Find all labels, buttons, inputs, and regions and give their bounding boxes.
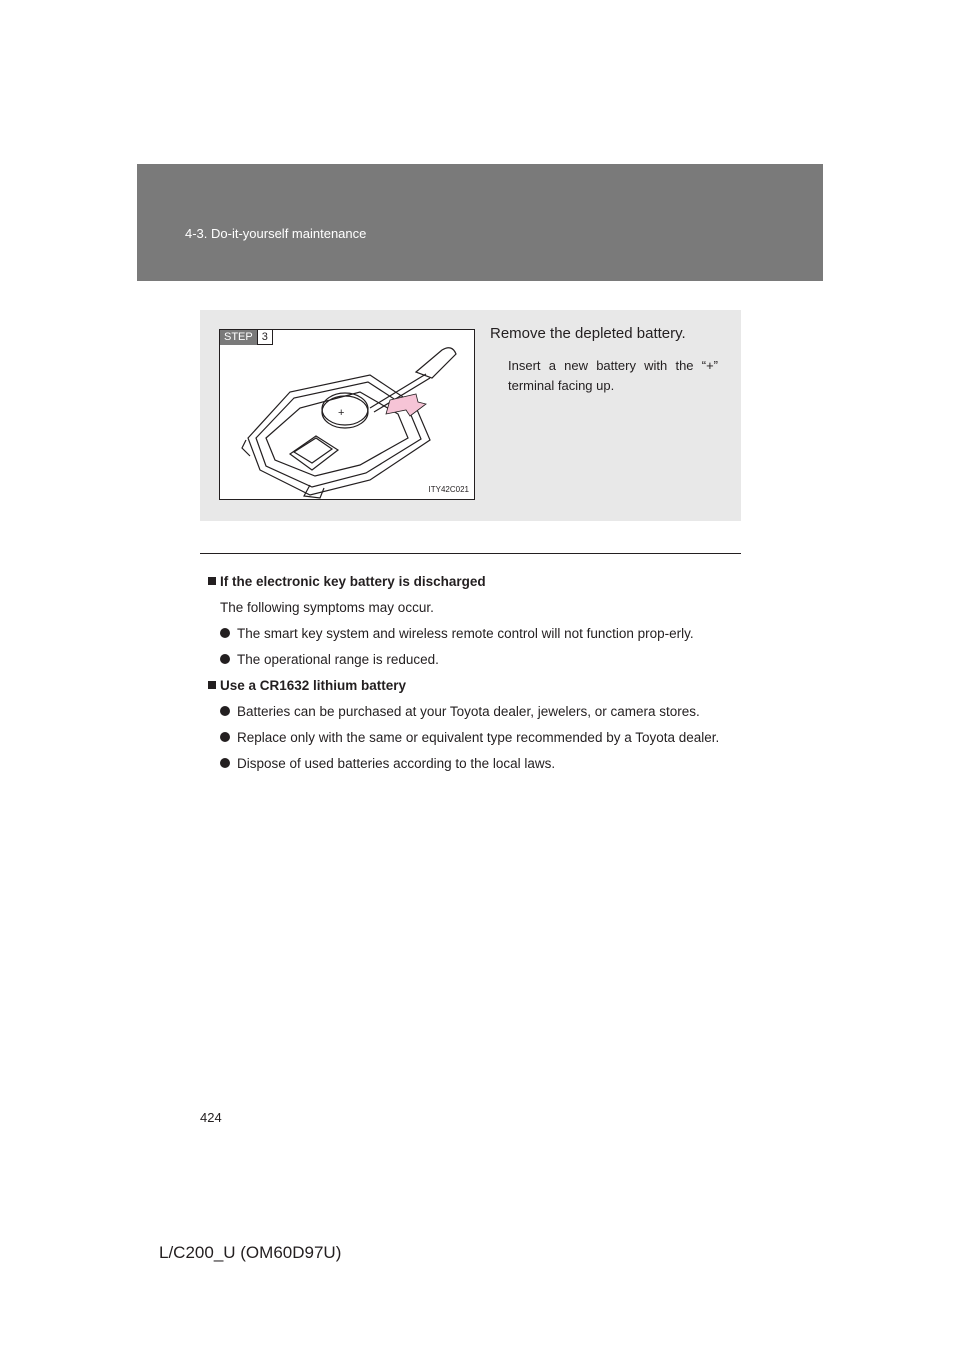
note-bullet: Replace only with the same or equivalent type recommended by a Toyota dealer. <box>237 727 726 748</box>
step-description: Insert a new battery with the “+” terminal facing up. <box>508 358 718 393</box>
section-title: 4-3. Do-it-yourself maintenance <box>185 226 367 241</box>
note-intro: The following symptoms may occur. <box>220 600 434 615</box>
square-bullet-icon <box>208 681 216 689</box>
key-battery-illustration <box>220 330 476 501</box>
step-badge-label: STEP <box>220 330 257 345</box>
notes-section <box>208 571 726 779</box>
step-badge <box>220 330 273 345</box>
document-code: L/C200_U (OM60D97U) <box>159 1243 342 1262</box>
note-bullet: Batteries can be purchased at your Toyota dealer, jewelers, or camera stores. <box>237 701 726 722</box>
svg-text:+: + <box>338 407 345 419</box>
square-bullet-icon <box>208 577 216 585</box>
note-heading: If the electronic key battery is discharged <box>208 571 726 592</box>
round-bullet-icon <box>220 758 230 768</box>
section-divider <box>200 553 741 554</box>
step-badge-number: 3 <box>257 330 273 345</box>
step-title: Remove the depleted battery. <box>490 325 686 342</box>
note-bullet: Dispose of used batteries according to the local laws. <box>237 753 726 774</box>
round-bullet-icon <box>220 706 230 716</box>
note-heading: Use a CR1632 lithium battery <box>208 675 726 696</box>
section-header <box>137 164 823 281</box>
note-bullet: The operational range is reduced. <box>237 649 726 670</box>
step-panel <box>200 310 741 521</box>
round-bullet-icon <box>220 732 230 742</box>
round-bullet-icon <box>220 654 230 664</box>
page-number: 424 <box>200 1110 222 1125</box>
figure-code: ITY42C021 <box>428 485 469 494</box>
round-bullet-icon <box>220 628 230 638</box>
step-figure <box>219 329 475 500</box>
note-bullet: The smart key system and wireless remote control will not function prop-erly. <box>237 623 726 644</box>
